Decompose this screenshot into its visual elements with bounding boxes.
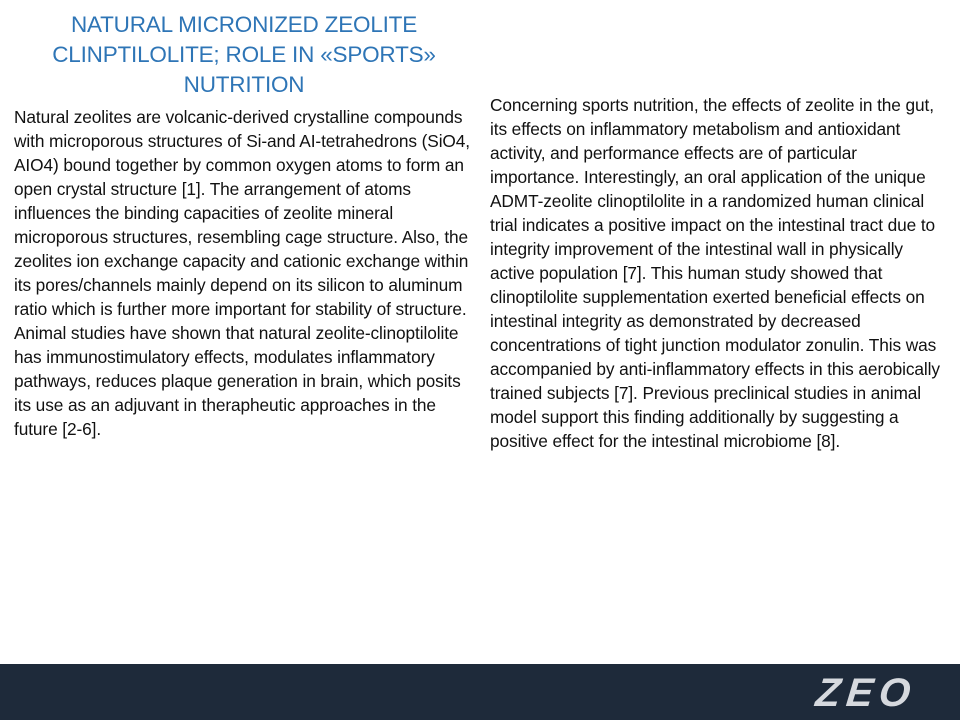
slide-title: NATURAL MICRONIZED ZEOLITE CLINPTILOLITE; ROLE IN «SPORTS» NUTRITION <box>52 12 436 97</box>
zeo-logo: ZEO <box>813 671 919 715</box>
left-column-paragraph: Natural zeolites are volcanic-derived crystalline compounds with microporous structures of Si-and AI-tetrahedrons (SiO4, AIO4) bound together by common oxygen atoms to form an open crystal structure [1]. The arrangement of atoms influences the binding capacities of zeolite mineral microporous structures, resembling cage structure. Also, the zeolites ion exchange capacity and cationic exchange within its pores/channels mainly depend on its silicon to aluminum ratio which is further more important for stability of structure. Animal studies have shown that natural zeolite-clinoptilolite has immunostimulatory effects, modulates inflammatory pathways, reduces plaque generation in brain, which posits its use as an adjuvant in therapheutic approaches in the future [2-6]. <box>14 107 470 439</box>
right-column-paragraph: Concerning sports nutrition, the effects of zeolite in the gut, its effects on inflammatory metabolism and antioxidant activity, and performance effects are of particular importance. Interestingly, an oral application of the unique ADMT-zeolite clinoptilolite in a randomized human clinical trial indicates a positive impact on the intestinal tract due to integrity improvement of the intestinal wall in physically active population [7]. This human study showed that clinoptilolite supplementation exerted beneficial effects on intestinal integrity as demonstrated by decreased concentrations of tight junction modulator zonulin. This was accompanied by anti-inflammatory effects in this aerobically trained subjects [7]. Previous preclinical studies in animal model support this finding additionally by suggesting a positive effect for the intestinal microbiome [8]. <box>490 95 940 451</box>
